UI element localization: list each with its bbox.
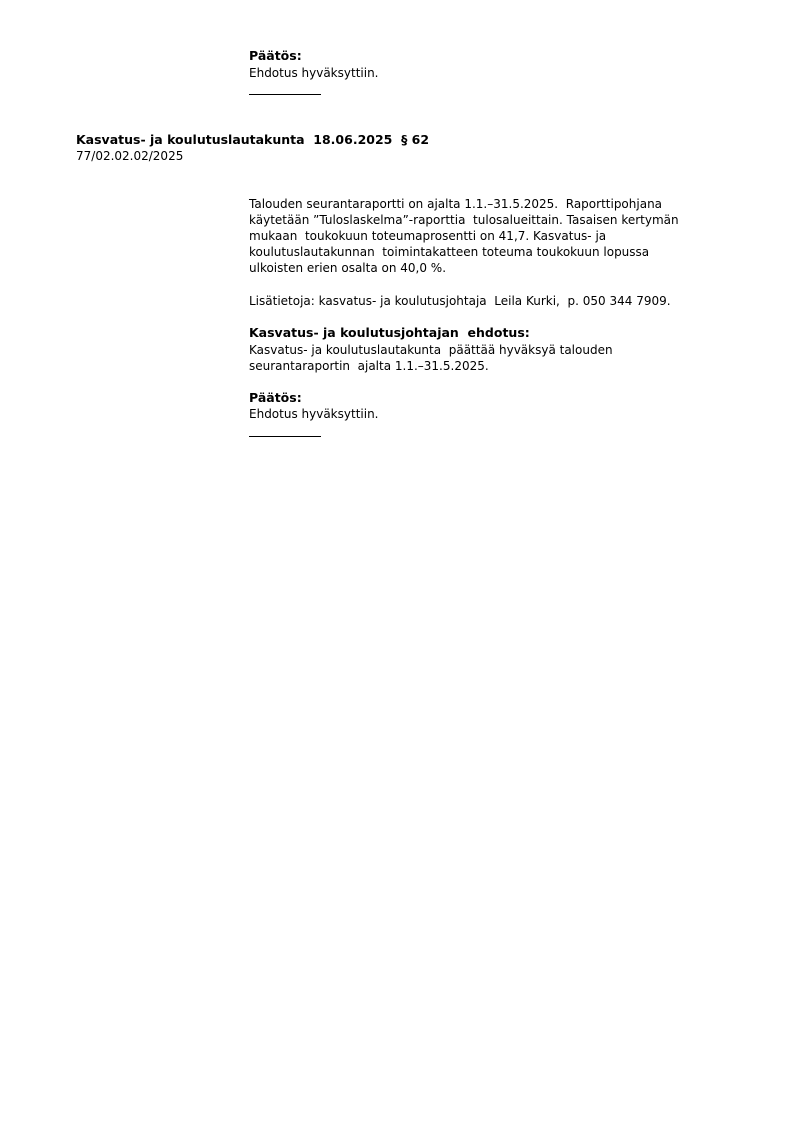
second-decision-text: Ehdotus hyväksyttiin. xyxy=(249,407,379,421)
first-decision-heading: Päätös: xyxy=(249,48,302,63)
first-decision-text: Ehdotus hyväksyttiin. xyxy=(249,66,379,80)
item-reference: 77/02.02.02/2025 xyxy=(76,149,184,163)
second-decision-heading: Päätös: xyxy=(249,390,302,405)
proposal-line: seurantaraportin ajalta 1.1.–31.5.2025. xyxy=(249,359,489,373)
second-decision-divider xyxy=(249,436,321,437)
first-decision-divider xyxy=(249,94,321,95)
report-line: käytetään ”Tuloslaskelma”-raporttia tulosalueittain. Tasaisen kertymän xyxy=(249,213,679,227)
report-line: Talouden seurantaraportti on ajalta 1.1.–31.5.2025. Raporttipohjana xyxy=(249,197,663,211)
proposal-paragraph xyxy=(249,342,729,374)
proposal-line: Kasvatus- ja koulutuslautakunta päättää hyväksyä talouden xyxy=(249,343,613,357)
report-line: koulutuslautakunnan toimintakatteen toteuma toukokuun lopussa xyxy=(249,245,650,259)
report-line: ulkoisten erien osalta on 40,0 %. xyxy=(249,261,447,275)
item-title: Kasvatus- ja koulutuslautakunta 18.06.2025 § 62 xyxy=(76,132,430,147)
report-paragraph xyxy=(249,196,729,276)
contact-info: Lisätietoja: kasvatus- ja koulutusjohtaja Leila Kurki, p. 050 344 7909. xyxy=(249,294,671,308)
proposal-heading: Kasvatus- ja koulutusjohtajan ehdotus: xyxy=(249,325,530,340)
report-line: mukaan toukokuun toteumaprosentti on 41,7. Kasvatus- ja xyxy=(249,229,607,243)
